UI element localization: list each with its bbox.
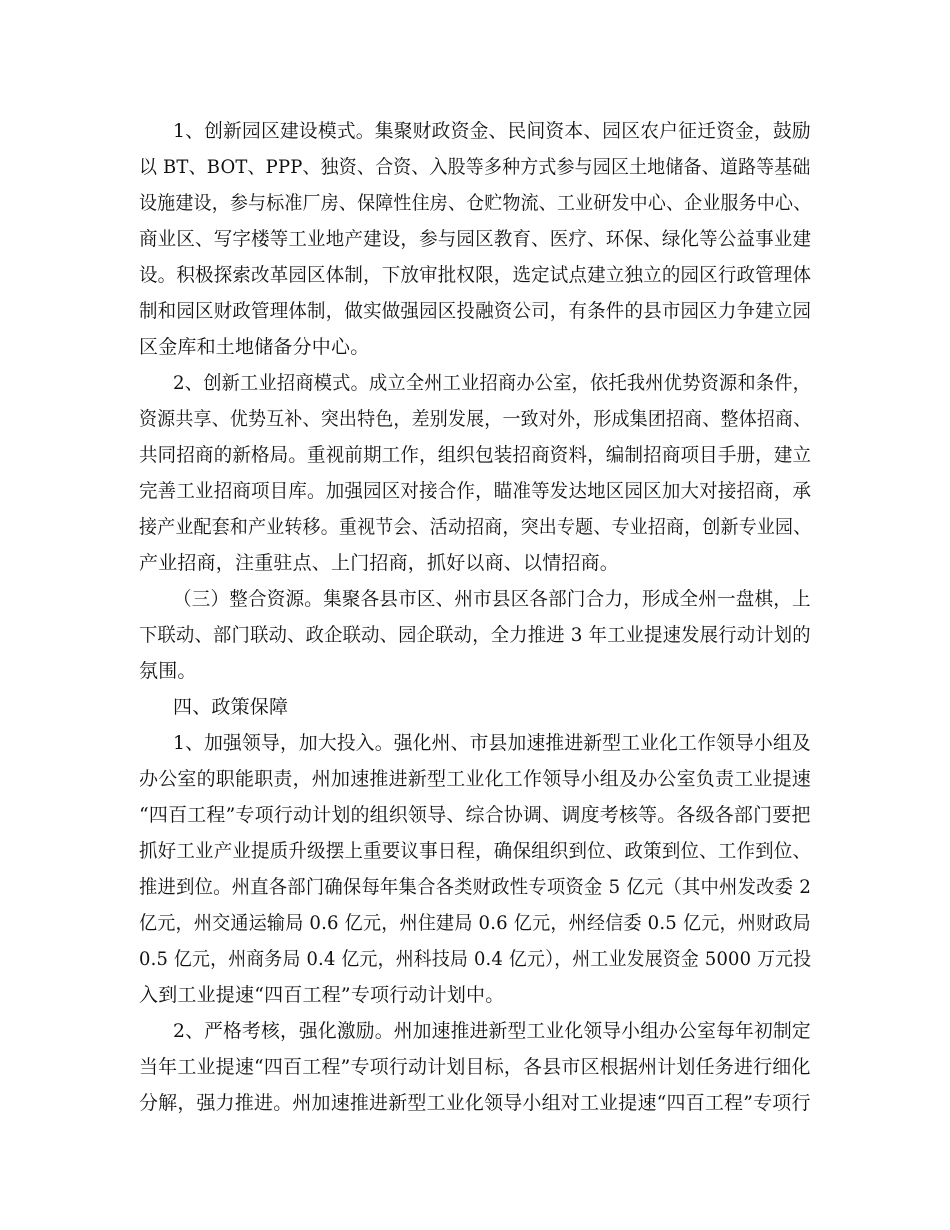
text-line: 制和园区财政管理体制，做实做强园区投融资公司，有条件的县市园区力争建立园 <box>139 300 812 322</box>
text-line: 入到工业提速“四百工程”专项行动计划中。 <box>139 984 505 1006</box>
text-line: 0.5 亿元，州商务局 0.4 亿元，州科技局 0.4 亿元），州工业发展资金 5000 万元投 <box>139 948 812 970</box>
text-line: 1、加强领导，加大投入。强化州、市县加速推进新型工业化工作领导小组及 <box>173 732 811 754</box>
text-line: 亿元，州交通运输局 0.6 亿元，州住建局 0.6 亿元，州经信委 0.5 亿元，州财政局 <box>139 912 811 934</box>
text-line: 接产业配套和产业转移。重视节会、活动招商，突出专题、专业招商，创新专业园、 <box>139 516 812 538</box>
text-line: 当年工业提速“四百工程”专项行动计划目标，各县市区根据州计划任务进行细化 <box>139 1056 811 1078</box>
text-line: “四百工程”专项行动计划的组织领导、综合协调、调度考核等。各级各部门要把 <box>139 804 811 826</box>
text-line: 商业区、写字楼等工业地产建设，参与园区教育、医疗、环保、绿化等公益事业建 <box>139 228 812 250</box>
text-line: 分解，强力推进。州加速推进新型工业化领导小组对工业提速“四百工程”专项行 <box>139 1092 811 1114</box>
text-line: 氛围。 <box>139 660 197 682</box>
text-line: 设施建设，参与标准厂房、保障性住房、仓贮物流、工业研发中心、企业服务中心、 <box>139 192 812 214</box>
text-line: （三）整合资源。集聚各县市区、州市县区各部门合力，形成全州一盘棋，上 <box>173 588 811 610</box>
text-line: 办公室的职能职责，州加速推进新型工业化工作领导小组及办公室负责工业提速 <box>139 768 812 790</box>
text-line: 推进到位。州直各部门确保每年集合各类财政性专项资金 5 亿元（其中州发改委 2 <box>139 876 812 898</box>
text-line: 2、创新工业招商模式。成立全州工业招商办公室，依托我州优势资源和条件， <box>173 372 812 394</box>
text-line: 1、创新园区建设模式。集聚财政资金、民间资本、园区农户征迁资金，鼓励 <box>173 120 811 142</box>
text-line: 区金库和土地储备分中心。 <box>139 336 370 358</box>
text-line: 下联动、部门联动、政企联动、园企联动，全力推进 3 年工业提速发展行动计划的 <box>139 624 811 646</box>
text-line: 资源共享、优势互补、突出特色，差别发展，一致对外，形成集团招商、整体招商、 <box>139 408 812 430</box>
text-line: 产业招商，注重驻点、上门招商，抓好以商、以情招商。 <box>139 552 620 574</box>
text-line: 抓好工业产业提质升级摆上重要议事日程，确保组织到位、政策到位、工作到位、 <box>139 840 812 862</box>
section-heading: 四、政策保障 <box>173 696 289 718</box>
text-line: 以 BT、BOT、PPP、独资、合资、入股等多种方式参与园区土地储备、道路等基础 <box>139 156 811 178</box>
text-line: 完善工业招商项目库。加强园区对接合作，瞄准等发达地区园区加大对接招商，承 <box>139 480 812 502</box>
text-line: 共同招商的新格局。重视前期工作，组织包装招商资料，编制招商项目手册，建立 <box>139 444 812 466</box>
text-line: 2、严格考核，强化激励。州加速推进新型工业化领导小组办公室每年初制定 <box>173 1020 811 1042</box>
text-line: 设。积极探索改革园区体制，下放审批权限，选定试点建立独立的园区行政管理体 <box>139 264 812 286</box>
